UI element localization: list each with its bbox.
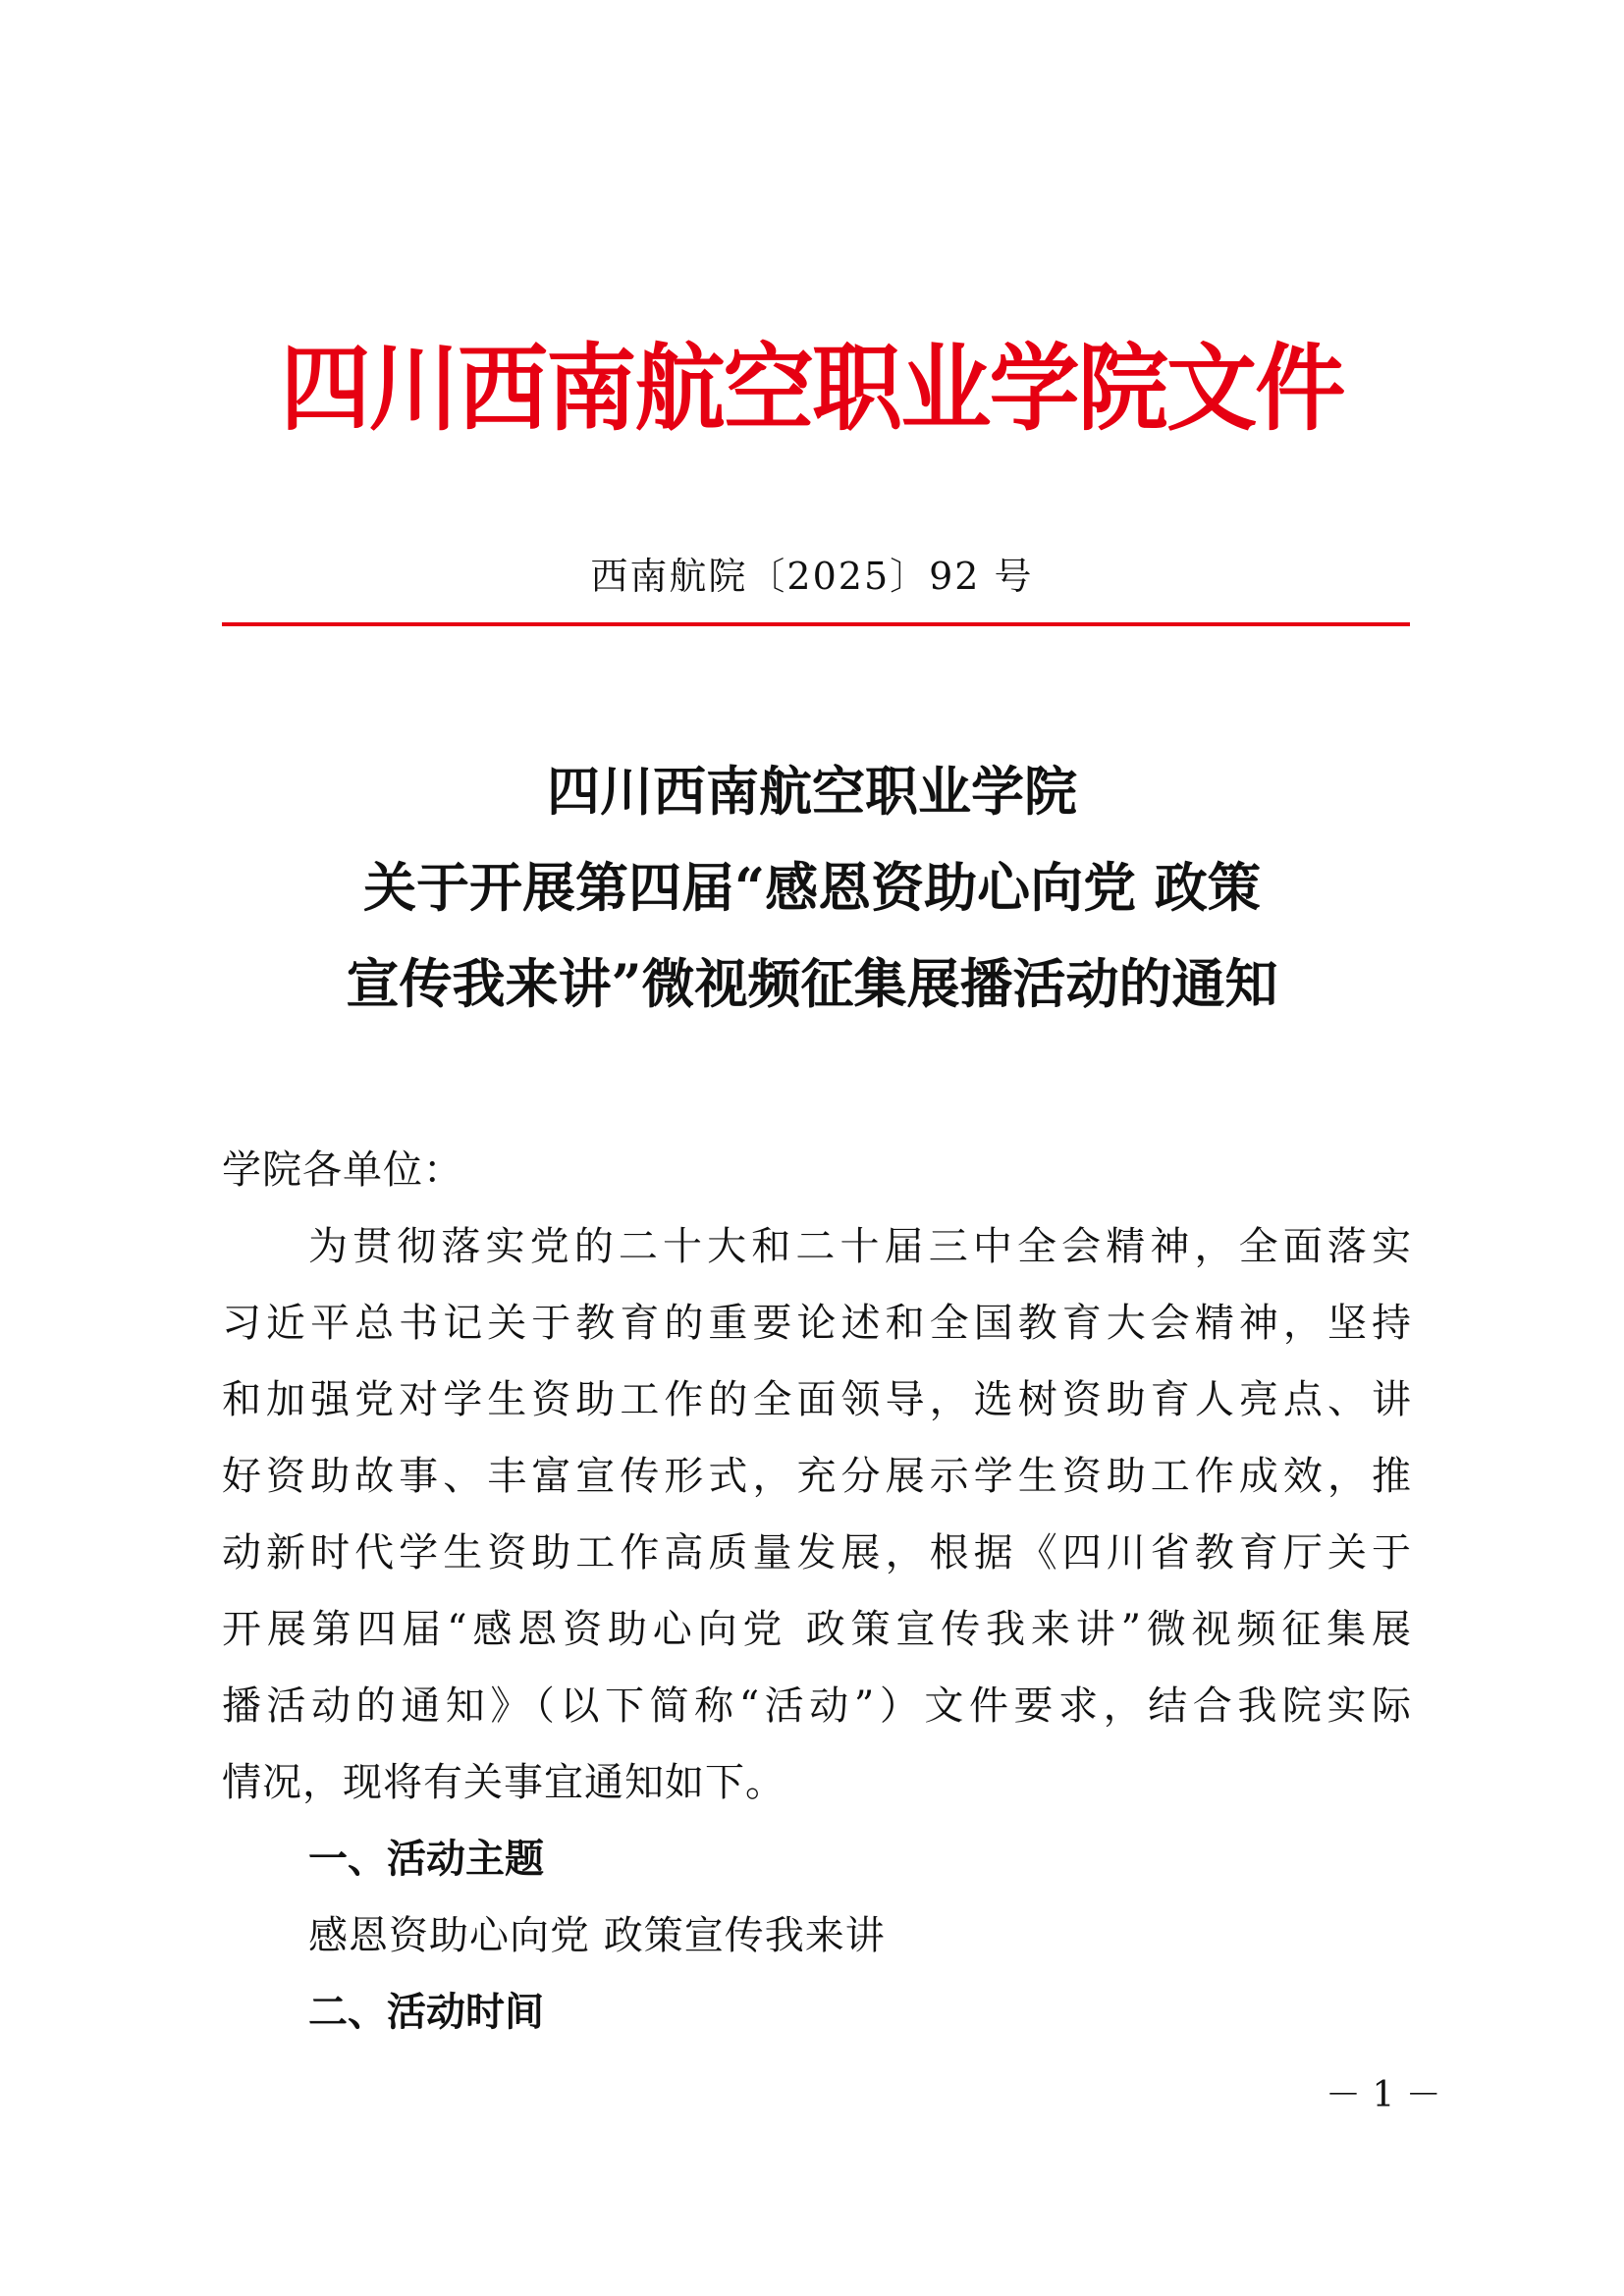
document-number: 西南航院〔2025〕92 号 [590, 555, 1034, 598]
body-paragraph-line: 动新时代学生资助工作高质量发展，根据《四川省教育厅关于 [222, 1530, 1412, 1575]
body-paragraph-line: 开展第四届“感恩资助心向党 政策宣传我来讲”微视频征集展 [222, 1607, 1412, 1652]
body-paragraph-line: 播活动的通知》（以下简称“活动”）文件要求，结合我院实际 [222, 1683, 1412, 1729]
section-text-theme: 感恩资助心向党 政策宣传我来讲 [308, 1913, 886, 1958]
section-heading-theme: 一、活动主题 [308, 1837, 544, 1882]
notice-title-line-2: 关于开展第四届“感恩资助心向党 政策 [363, 856, 1261, 919]
notice-title-line-3: 宣传我来讲”微视频征集展播活动的通知 [346, 952, 1278, 1015]
salutation: 学院各单位： [222, 1148, 463, 1193]
red-divider-line [222, 622, 1410, 626]
issuer-red-header: 四川西南航空职业学院文件 [280, 333, 1344, 444]
body-paragraph-line: 和加强党对学生资助工作的全面领导，选树资助育人亮点、讲 [222, 1377, 1412, 1422]
page-number: － 1 － [1326, 2075, 1441, 2115]
notice-title-line-1: 四川西南航空职业学院 [547, 760, 1077, 823]
body-paragraph-line: 为贯彻落实党的二十大和二十届三中全会精神，全面落实 [308, 1224, 1412, 1269]
body-paragraph-line: 习近平总书记关于教育的重要论述和全国教育大会精神，坚持 [222, 1301, 1412, 1346]
section-heading-time: 二、活动时间 [308, 1990, 544, 2035]
body-paragraph-line: 好资助故事、丰富宣传形式，充分展示学生资助工作成效，推 [222, 1454, 1412, 1499]
body-paragraph-line: 情况，现将有关事宜通知如下。 [222, 1760, 785, 1805]
